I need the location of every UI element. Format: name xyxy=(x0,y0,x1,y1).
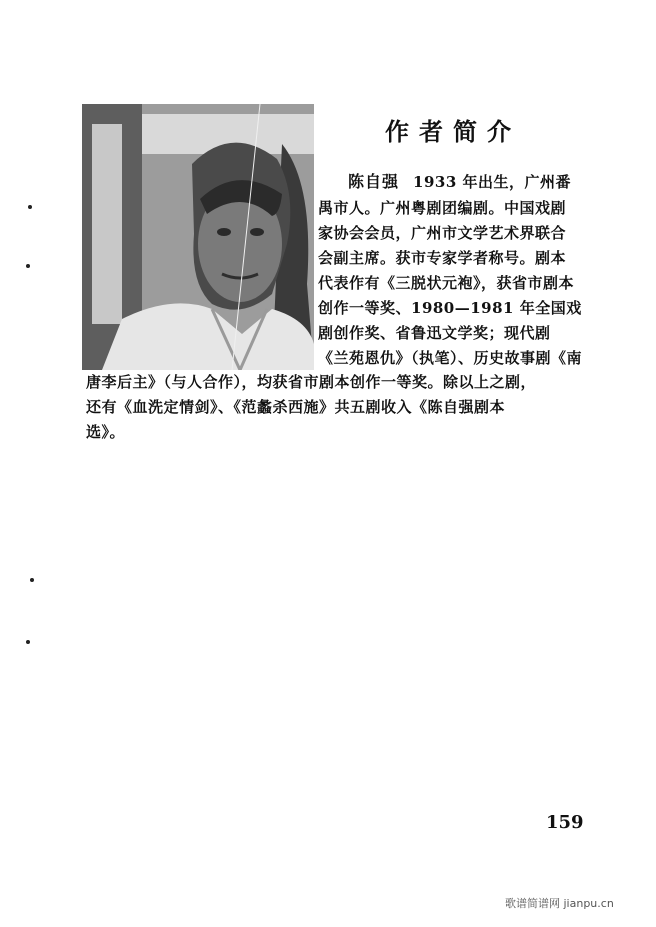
author-portrait-image xyxy=(82,104,314,370)
bio-line: 代表作有《三脱状元袍》，获省市剧本 xyxy=(318,274,575,292)
bio-line: 唐李后主》（与人合作），均获省市剧本创作一等奖。除以上之剧， xyxy=(86,373,537,391)
page-number: 159 xyxy=(546,812,584,833)
bio-line: 《兰苑恩仇》（执笔）、历史故事剧《南 xyxy=(318,349,583,367)
bio-line: 剧创作奖、省鲁迅文学奖；现代剧 xyxy=(318,324,551,342)
bio-line: 还有《血洗定情剑》、《范蠡杀西施》共五剧收入《陈自强剧本 xyxy=(86,398,506,416)
author-photo xyxy=(82,104,314,370)
author-name: 陈自强 xyxy=(348,172,400,191)
section-title: 作者简介 xyxy=(385,117,521,146)
bio-line: 家协会会员，广州市文学艺术界联合 xyxy=(318,224,567,242)
watermark: 歌谱简谱网 jianpu.cn xyxy=(505,897,614,910)
bio-line: 陈自强 1933 年出生，广州番 xyxy=(348,172,571,191)
bio-line: 禺市人。广州粤剧团编剧。中国戏剧 xyxy=(318,199,567,217)
bio-line: 会副主席。获市专家学者称号。剧本 xyxy=(318,249,567,267)
bio-line: 选》。 xyxy=(86,423,126,441)
scan-speck xyxy=(26,640,30,644)
scan-speck xyxy=(28,205,32,209)
scan-speck xyxy=(26,264,30,268)
bio-line: 创作一等奖、1980—1981 年全国戏 xyxy=(318,299,582,317)
scan-speck xyxy=(30,578,34,582)
